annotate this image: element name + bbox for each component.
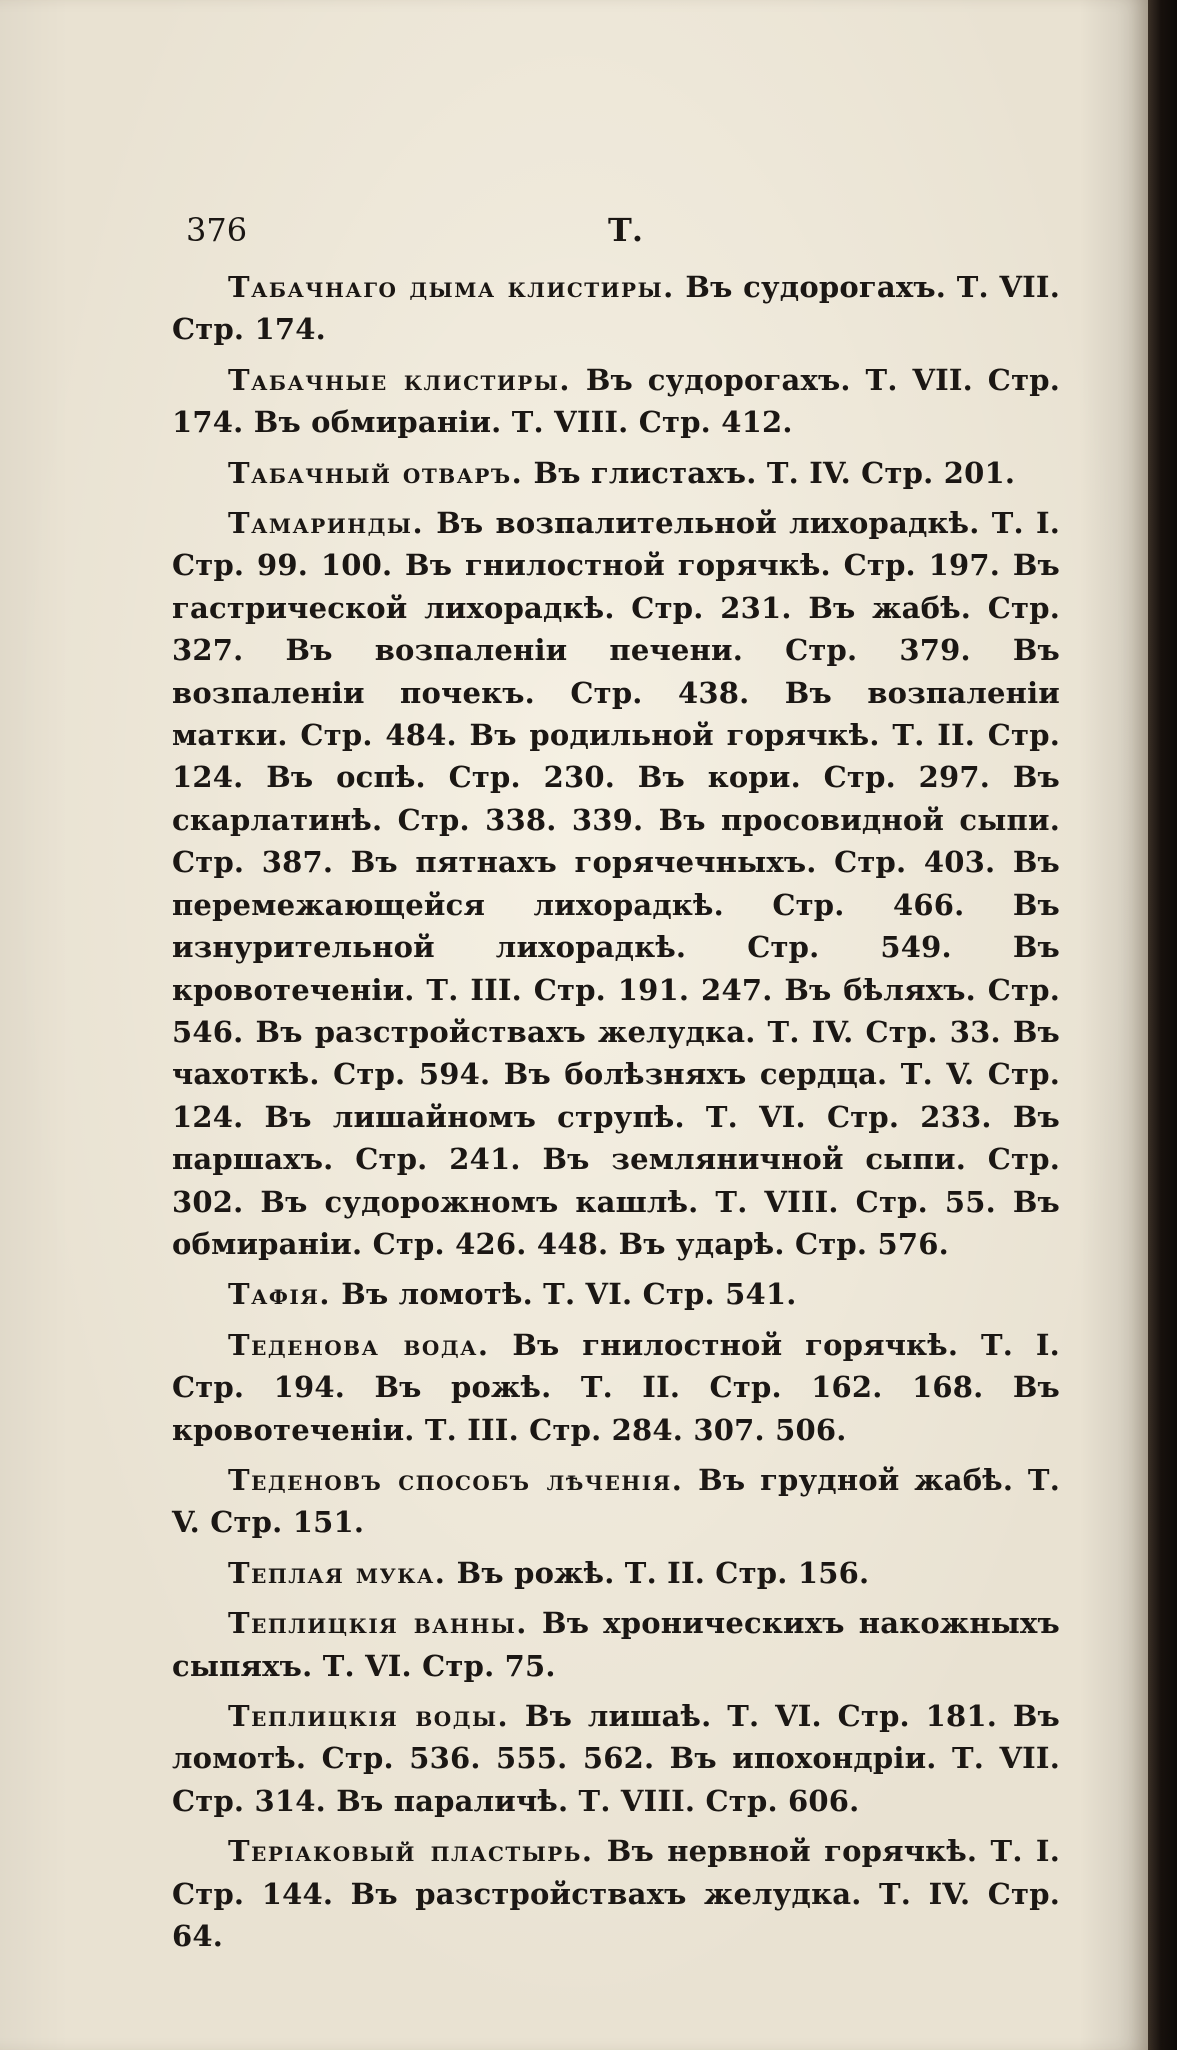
running-head (172, 206, 1060, 266)
index-entry (172, 359, 1060, 444)
book-spine-edge (1148, 0, 1177, 2050)
entry-body: Въ глистахъ. Т. IV. Стр. 201. (533, 455, 1016, 490)
entry-body: Въ гнилостной горячкѣ. Т. I. Стр. 194. Въ рожѣ. Т. II. Стр. 162. 168. Въ кровотеченіи. Т. III. Стр. 284. 307. 506. (172, 1327, 1060, 1447)
entry-headword: Табачнаго дыма клистиры. (228, 270, 675, 304)
index-entry (172, 502, 1060, 1265)
entry-headword: Теплицкія ванны. (228, 1606, 528, 1641)
index-entry (172, 1830, 1060, 1957)
index-entry (172, 1695, 1060, 1822)
entry-body: Въ грудной жабѣ. Т. V. Стр. 151. (172, 1462, 1061, 1540)
entry-body: Въ нервной горячкѣ. Т. I. Стр. 144. Въ разстройствахъ желудка. Т. IV. Стр. 64. (172, 1834, 1060, 1954)
entry-headword: Табачные клистиры. (228, 362, 571, 397)
entry-body: Въ возпалительной лихорадкѣ. Т. I. Стр. 99. 100. Въ гнилостной горячкѣ. Стр. 197. Въ гастрической лихорадкѣ. Стр. 231. Въ жабѣ. Стр. 327. Въ возпаленіи печени. Стр. 379. Въ возпаленіи почекъ. Стр. 438. Въ возпаленіи матки. Стр. 484. Въ родильной горячкѣ. Т. II. Стр. 124. Въ оспѣ. Стр. 230. Въ кори. Стр. 297. Въ скарлатинѣ. Стр. 338. 339. Въ просовидной сыпи. Стр. 387. Въ пятнахъ горячечныхъ. Стр. 403. Въ перемежающейся лихорадкѣ. Стр. 466. Въ изнурительной лихорадкѣ. Стр. 549. Въ кровотеченіи. Т. III. Стр. 191. 247. Въ бѣляхъ. Стр. 546. Въ разстройствахъ желудка. Т. IV. Стр. 33. Въ чахоткѣ. Стр. 594. Въ болѣзняхъ сердца. Т. V. Стр. 124. Въ лишайномъ струпѣ. Т. VI. Стр. 233. Въ паршахъ. Стр. 241. Въ земляничной сыпи. Стр. 302. Въ судорожномъ кашлѣ. Т. VIII. Стр. 55. Въ обмираніи. Стр. 426. 448. Въ ударѣ. Стр. 576. (172, 506, 1061, 1261)
entry-body: Въ судорогахъ. Т. VII. Стр. 174. Въ обмираніи. Т. VIII. Стр. 412. (172, 362, 1061, 440)
index-entry (172, 452, 1060, 494)
entry-headword: Теденова вода. (228, 1327, 490, 1362)
index-entry (172, 1324, 1060, 1451)
entry-body: Въ ломотѣ. Т. VI. Стр. 541. (341, 1277, 797, 1312)
entry-body: Въ рожѣ. Т. II. Стр. 156. (456, 1555, 870, 1590)
entry-body: Въ судорогахъ. Т. VII. Стр. 174. (172, 270, 1060, 347)
index-entry (172, 1459, 1060, 1544)
entry-headword: Теплая мука. (228, 1555, 447, 1590)
page-number: 376 (186, 211, 248, 249)
entry-headword: Тафія. (228, 1277, 331, 1312)
index-entry (172, 266, 1060, 351)
entry-headword: Табачный отваръ. (228, 455, 524, 490)
text-block (172, 206, 1060, 1965)
index-entry (172, 1552, 1060, 1594)
index-entry (172, 1273, 1060, 1315)
entry-headword: Теріаковый пластырь. (228, 1834, 594, 1869)
entry-headword: Тамаринды. (228, 506, 425, 541)
entry-headword: Теденовъ способъ лѣченія. (228, 1462, 684, 1497)
section-letter: Т. (608, 211, 643, 249)
entry-body: Въ хроническихъ накожныхъ сыпяхъ. Т. VI. Стр. 75. (172, 1606, 1060, 1683)
index-entry (172, 1602, 1060, 1687)
entry-body: Въ лишаѣ. Т. VI. Стр. 181. Въ ломотѣ. Стр. 536. 555. 562. Въ ипохондріи. Т. VII. Стр. 314. Въ параличѣ. Т. VIII. Стр. 606. (172, 1699, 1060, 1818)
entry-headword: Теплицкія воды. (228, 1699, 510, 1733)
